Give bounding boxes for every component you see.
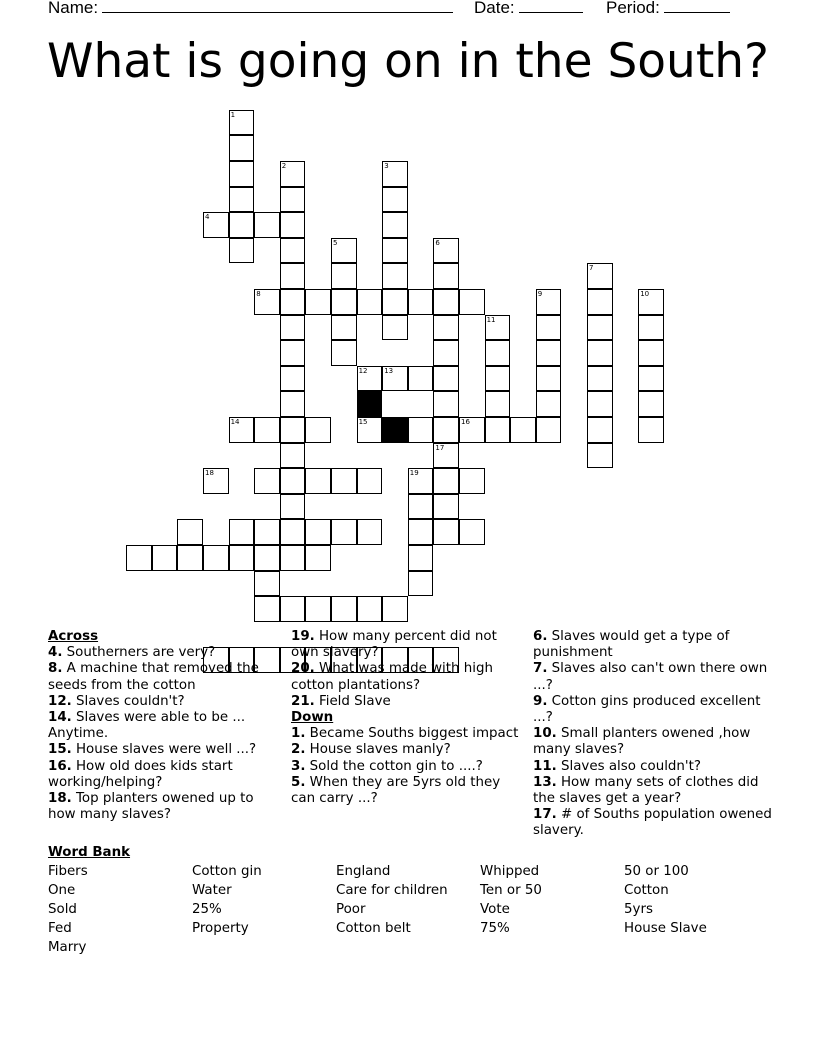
clue-number-label: 11. [533, 758, 557, 774]
clue-number-label: 20. [291, 661, 315, 677]
clue-number-label: 16. [48, 758, 72, 774]
crossword-cell[interactable] [203, 212, 229, 238]
clue-number: 12 [358, 366, 368, 375]
crossword-cell[interactable] [433, 238, 459, 264]
crossword-cell[interactable] [254, 468, 280, 494]
crossword-cell[interactable] [459, 289, 485, 315]
crossword-cell[interactable] [203, 545, 229, 571]
crossword-cell[interactable] [638, 289, 664, 315]
clue-number: 14 [230, 418, 240, 426]
crossword-cell[interactable] [408, 545, 434, 571]
crossword-cell[interactable] [229, 212, 255, 238]
word-bank-item: Cotton [624, 883, 669, 898]
clue-number-label: 1. [291, 726, 306, 742]
crossword-cell[interactable] [331, 289, 357, 315]
clue [291, 661, 519, 693]
crossword-cell[interactable] [536, 417, 562, 443]
clue-text: Field Slave [314, 693, 391, 709]
word-bank-item: England [336, 864, 391, 879]
word-bank-item: 5yrs [624, 902, 653, 917]
crossword-cell[interactable] [536, 289, 562, 315]
crossword-cell[interactable] [254, 212, 280, 238]
crossword-cell[interactable] [229, 110, 255, 136]
crossword-cell[interactable] [280, 468, 306, 494]
word-bank-item: Vote [480, 902, 510, 917]
crossword-cell[interactable] [587, 340, 613, 366]
crossword-cell[interactable] [254, 417, 280, 443]
crossword-cell[interactable] [177, 519, 203, 545]
clue-number: 11 [486, 315, 496, 324]
crossword-cell[interactable] [229, 135, 255, 161]
clue-number: 6 [435, 238, 440, 247]
crossword-cell[interactable] [331, 315, 357, 341]
clue-number: 1 [230, 110, 236, 119]
crossword-cell[interactable] [280, 315, 306, 341]
crossword-cell[interactable] [587, 417, 613, 443]
word-bank-item: Marry [48, 940, 87, 955]
crossword-cell[interactable] [433, 494, 459, 520]
clue [291, 742, 519, 758]
clue-text: How old does kids start working/helping? [48, 758, 233, 790]
crossword-cell[interactable] [177, 545, 203, 571]
crossword-cell[interactable] [536, 391, 562, 417]
crossword-cell[interactable] [408, 519, 434, 545]
crossword-cell[interactable] [638, 340, 664, 366]
period-label: Period: [606, 0, 660, 17]
clue-number: 4 [205, 213, 210, 222]
crossword-cell[interactable] [382, 596, 408, 622]
crossword-cell[interactable] [280, 443, 306, 469]
crossword-cell[interactable] [433, 289, 459, 315]
clue-number: 3 [384, 162, 389, 170]
crossword-cell[interactable] [587, 263, 613, 289]
clue-text: Slaves were able to be ... Anytime. [48, 710, 246, 742]
crossword-cell[interactable] [305, 545, 331, 571]
clue-text: Sold the cotton gin to ....? [305, 758, 483, 774]
crossword-cell[interactable] [254, 571, 280, 597]
crossword-cell[interactable] [382, 161, 408, 187]
crossword-cell[interactable] [587, 315, 613, 341]
crossword-cell[interactable] [638, 315, 664, 341]
word-bank-item: Property [192, 921, 249, 936]
crossword-cell[interactable] [433, 391, 459, 417]
crossword-cell[interactable] [357, 596, 383, 622]
down-heading: Down [291, 710, 334, 726]
crossword-cell[interactable] [587, 391, 613, 417]
clue-number-label: 5. [291, 774, 306, 790]
crossword-cell[interactable] [254, 519, 280, 545]
clue-number: 15 [358, 418, 368, 426]
crossword-cell[interactable] [638, 391, 664, 417]
crossword-cell[interactable] [433, 443, 459, 469]
clue-number-label: 9. [533, 693, 548, 709]
crossword-cell[interactable] [280, 391, 306, 417]
clue [48, 661, 276, 693]
crossword-cell[interactable] [280, 494, 306, 520]
clue-text: How many percent did not own slavery? [291, 629, 497, 661]
clue-number-label: 3. [291, 758, 306, 774]
clue-number-label: 21. [291, 693, 315, 709]
crossword-cell[interactable] [280, 238, 306, 264]
clue [533, 726, 773, 758]
crossword-cell[interactable] [408, 366, 434, 392]
clue [48, 710, 276, 742]
clue-number-label: 6. [533, 629, 548, 644]
clue-text: Cotton gins produced excellent ...? [533, 693, 761, 726]
crossword-cell[interactable] [382, 212, 408, 238]
crossword-cell[interactable] [305, 417, 331, 443]
word-bank-heading: Word Bank [48, 845, 131, 860]
clue-number: 8 [256, 290, 261, 298]
clue [48, 645, 276, 661]
clue [48, 791, 276, 823]
crossword-cell[interactable] [254, 596, 280, 622]
crossword-cell[interactable] [408, 468, 434, 494]
clue-text: What was made with high cotton plantations? [291, 661, 493, 693]
crossword-cell[interactable] [587, 289, 613, 315]
clue [533, 807, 773, 839]
clue [291, 726, 519, 742]
crossword-cell[interactable] [382, 289, 408, 315]
crossword-cell[interactable] [433, 315, 459, 341]
crossword-cell[interactable] [280, 340, 306, 366]
crossword-cell[interactable] [382, 238, 408, 264]
clue-number-label: 17. [533, 807, 557, 823]
word-bank-item: 75% [480, 921, 510, 936]
crossword-cell[interactable] [382, 366, 408, 392]
page-title: What is going on in the South? [46, 34, 769, 89]
clue-text: House slaves manly? [305, 742, 451, 758]
clue [533, 759, 773, 775]
clue-text: Small planters owened ,how many slaves? [533, 726, 751, 758]
crossword-cell[interactable] [485, 340, 511, 366]
crossword-cell[interactable] [536, 315, 562, 341]
crossword-cell[interactable] [229, 238, 255, 264]
word-bank-item: Cotton belt [336, 921, 411, 936]
clue [48, 759, 276, 791]
crossword-cell[interactable] [280, 289, 306, 315]
crossword-cell[interactable] [331, 596, 357, 622]
crossword-cell[interactable] [485, 315, 511, 341]
clue-number-label: 15. [48, 742, 72, 758]
clue-number: 16 [461, 418, 470, 426]
crossword-cell[interactable] [485, 391, 511, 417]
date-label: Date: [474, 0, 515, 17]
crossword-cell[interactable] [408, 571, 434, 597]
clue [533, 775, 773, 807]
word-bank-item: Fibers [48, 864, 88, 879]
crossword-cell[interactable] [382, 187, 408, 213]
crossword-cell[interactable] [280, 187, 306, 213]
crossword-cell[interactable] [638, 366, 664, 392]
crossword-cell[interactable] [229, 417, 255, 443]
word-bank-item: Poor [336, 902, 366, 917]
clue [291, 629, 519, 661]
crossword-cell[interactable] [305, 289, 331, 315]
crossword-cell[interactable] [433, 340, 459, 366]
crossword-cell[interactable] [126, 545, 152, 571]
crossword-cell[interactable] [587, 366, 613, 392]
clue-text: Slaves couldn't? [71, 693, 185, 709]
crossword-cell[interactable] [459, 417, 485, 443]
name-label: Name: [48, 0, 99, 17]
clue-number: 13 [384, 366, 394, 375]
crossword-cell[interactable] [229, 519, 255, 545]
crossword-cell[interactable] [357, 417, 383, 443]
clue-text: When they are 5yrs old they can carry ...? [291, 774, 501, 807]
clues-column-1 [48, 629, 276, 823]
crossword-cell[interactable] [331, 263, 357, 289]
clue-number: 18 [205, 469, 214, 478]
clue [291, 694, 519, 710]
crossword-cell[interactable] [331, 340, 357, 366]
crossword-cell[interactable] [536, 340, 562, 366]
word-bank-item: 50 or 100 [624, 864, 689, 879]
crossword-cell[interactable] [459, 468, 485, 494]
crossword-cell[interactable] [280, 596, 306, 622]
clue [48, 742, 276, 758]
clues-column-2 [291, 629, 519, 807]
crossword-block [382, 417, 408, 443]
word-bank-item: Ten or 50 [480, 883, 542, 898]
clue-number-label: 13. [533, 774, 557, 790]
clue-number: 17 [435, 443, 445, 452]
crossword-cell[interactable] [331, 238, 357, 264]
clue-number: 2 [281, 162, 287, 170]
crossword-cell[interactable] [357, 366, 383, 392]
clue-number-label: 18. [48, 791, 72, 807]
crossword-cell[interactable] [357, 468, 383, 494]
crossword-cell[interactable] [280, 212, 306, 238]
crossword-cell[interactable] [280, 263, 306, 289]
clue-text: Slaves also couldn't? [556, 758, 701, 774]
crossword-cell[interactable] [305, 468, 331, 494]
clues-column-3 [533, 629, 773, 840]
crossword-cell[interactable] [331, 468, 357, 494]
clue [533, 661, 773, 693]
crossword-cell[interactable] [433, 263, 459, 289]
clue-text: # of Souths population owened slavery. [533, 807, 772, 839]
clue-text: Slaves also can't own there own ...? [533, 661, 768, 693]
crossword-cell[interactable] [357, 289, 383, 315]
word-bank-item: Care for children [336, 883, 448, 898]
clue-number: 5 [333, 238, 338, 247]
word-bank-item: Water [192, 883, 232, 898]
crossword-cell[interactable] [203, 468, 229, 494]
crossword-cell[interactable] [485, 366, 511, 392]
clue-number-label: 12. [48, 693, 72, 709]
crossword-cell[interactable] [433, 366, 459, 392]
crossword-cell[interactable] [382, 263, 408, 289]
clue-text: A machine that removed the seeds from the cotton [48, 661, 259, 693]
crossword-cell[interactable] [485, 417, 511, 443]
crossword-cell[interactable] [229, 545, 255, 571]
crossword-cell[interactable] [280, 519, 306, 545]
clue-number-label: 7. [533, 661, 548, 677]
clue [533, 694, 773, 726]
crossword-cell[interactable] [229, 161, 255, 187]
clue-number: 19 [409, 469, 419, 478]
crossword-cell[interactable] [433, 519, 459, 545]
clue-number: 9 [537, 290, 543, 298]
word-bank-item: 25% [192, 902, 222, 917]
word-bank-item: Cotton gin [192, 864, 262, 879]
word-bank-item: Fed [48, 921, 72, 936]
crossword-cell[interactable] [152, 545, 178, 571]
crossword-cell[interactable] [638, 417, 664, 443]
crossword-cell[interactable] [305, 519, 331, 545]
clue-number: 7 [589, 264, 594, 273]
crossword-cell[interactable] [331, 519, 357, 545]
crossword-cell[interactable] [305, 596, 331, 622]
crossword-cell[interactable] [382, 315, 408, 341]
crossword-cell[interactable] [510, 417, 536, 443]
crossword-cell[interactable] [587, 443, 613, 469]
clue-number-label: 8. [48, 661, 63, 677]
word-bank-item: House Slave [624, 921, 707, 936]
crossword-cell[interactable] [536, 366, 562, 392]
crossword-cell[interactable] [459, 519, 485, 545]
clue-number-label: 10. [533, 726, 557, 742]
crossword-cell[interactable] [280, 161, 306, 187]
crossword-cell[interactable] [408, 417, 434, 443]
crossword-cell[interactable] [254, 289, 280, 315]
crossword-cell[interactable] [280, 417, 306, 443]
clue-text: How many sets of clothes did the slaves get a year? [533, 774, 759, 807]
crossword-cell[interactable] [433, 468, 459, 494]
crossword-cell[interactable] [229, 187, 255, 213]
clue-text: Slaves would get a type of punishment [533, 629, 730, 661]
clue-number: 10 [640, 290, 650, 298]
across-heading: Across [48, 629, 99, 644]
clue-text: House slaves were well ...? [71, 742, 257, 758]
crossword-cell[interactable] [433, 417, 459, 443]
clue [291, 759, 519, 775]
crossword-cell[interactable] [280, 366, 306, 392]
word-bank-item: Whipped [480, 864, 540, 879]
crossword-cell[interactable] [254, 545, 280, 571]
clue-text: Became Souths biggest impact [305, 726, 519, 742]
crossword-block [357, 391, 383, 417]
clue [48, 694, 276, 710]
word-bank-item: Sold [48, 902, 77, 917]
clue [533, 629, 773, 661]
clue-text: Southerners are very? [62, 645, 216, 661]
crossword-cell[interactable] [280, 545, 306, 571]
word-bank-item: One [48, 883, 76, 898]
clue [291, 775, 519, 807]
crossword-cell[interactable] [357, 519, 383, 545]
clue-number-label: 14. [48, 710, 72, 726]
clue-number-label: 4. [48, 645, 63, 661]
clue-number-label: 2. [291, 742, 306, 758]
clue-text: Top planters owened up to how many slaves? [48, 791, 254, 823]
crossword-cell[interactable] [408, 289, 434, 315]
crossword-cell[interactable] [408, 494, 434, 520]
clue-number-label: 19. [291, 629, 315, 644]
